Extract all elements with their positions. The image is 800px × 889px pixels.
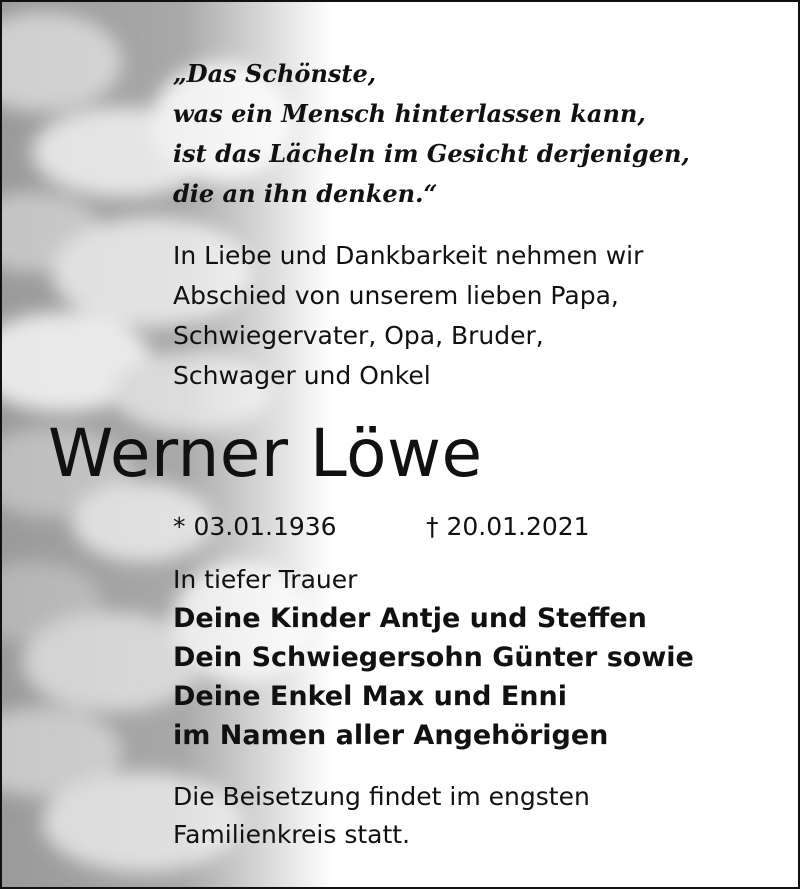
burial-line: Die Beisetzung findet im engsten [173,782,590,811]
deceased-name: Werner Löwe [48,415,483,492]
quote-line: was ein Mensch hinterlassen kann, [173,99,646,128]
mourners-list [173,599,694,755]
birth-date: * 03.01.1936 [173,512,337,541]
death-date: † 20.01.2021 [426,512,590,541]
intro-line: In Liebe und Dankbarkeit nehmen wir [173,241,644,270]
mourner-line: Dein Schwiegersohn Günter sowie [173,642,694,673]
burial-note [173,778,590,854]
quote-line: die an ihn denken.“ [173,179,438,208]
memorial-quote [173,54,783,214]
mourner-line: Deine Kinder Antje und Steffen [173,603,647,634]
intro-line: Abschied von unserem lieben Papa, [173,281,619,310]
farewell-intro [173,236,783,396]
mourner-line: Deine Enkel Max und Enni [173,681,567,712]
quote-line: „Das Schönste, [173,59,377,88]
intro-line: Schwiegervater, Opa, Bruder, [173,321,544,350]
burial-line: Familienkreis statt. [173,820,411,849]
life-dates [173,507,590,547]
mourner-line: im Namen aller Angehörigen [173,720,609,751]
intro-line: Schwager und Onkel [173,361,431,390]
quote-line: ist das Lächeln im Gesicht derjenigen, [173,139,690,168]
mourning-intro: In tiefer Trauer [173,565,358,594]
